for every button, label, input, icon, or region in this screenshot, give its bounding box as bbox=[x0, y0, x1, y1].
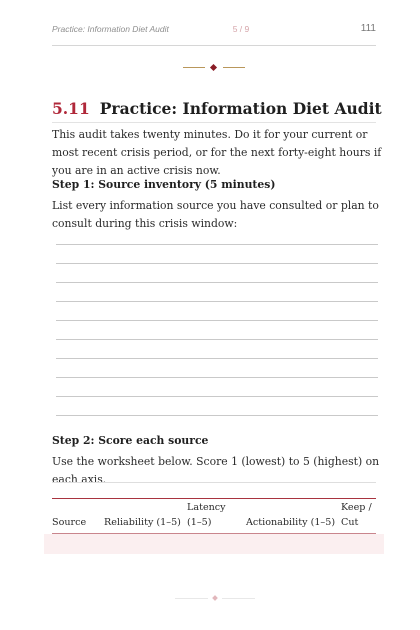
writing-line[interactable] bbox=[56, 320, 378, 339]
col-header-reliability: Reliability (1–5) bbox=[104, 517, 181, 528]
section-title: Practice: Information Diet Audit bbox=[99, 99, 382, 118]
table-header-rule bbox=[52, 498, 376, 499]
col-header-source: Source bbox=[52, 517, 87, 528]
page-number: 111 bbox=[360, 23, 376, 34]
col-header-latency: Latency (1–5) bbox=[187, 502, 226, 528]
section-number: 5.11 bbox=[52, 99, 90, 118]
running-header bbox=[52, 24, 376, 38]
writing-line[interactable] bbox=[56, 396, 378, 415]
header-rule bbox=[52, 45, 376, 46]
table-row-band bbox=[44, 534, 384, 554]
step1-heading: Step 1: Source inventory (5 minutes) bbox=[52, 178, 276, 191]
section-heading bbox=[52, 99, 382, 118]
intro-paragraph: This audit takes twenty minutes. Do it for your current or most recent crisis period, or for the next forty-eight hours if you are in an active crisis now. bbox=[52, 128, 382, 177]
ornament-line-right bbox=[223, 67, 245, 68]
step2-heading: Step 2: Score each source bbox=[52, 434, 209, 447]
section-progress: 5 / 9 bbox=[232, 24, 250, 34]
diamond-icon bbox=[210, 64, 217, 71]
writing-line[interactable] bbox=[56, 301, 378, 320]
footer-line-left bbox=[175, 598, 208, 599]
footer-diamond-icon bbox=[212, 595, 218, 601]
col-header-keep-cut: Keep / Cut bbox=[341, 502, 372, 528]
step1-text: List every information source you have consulted or plan to consult during this crisis window: bbox=[52, 199, 379, 230]
writing-line[interactable] bbox=[56, 377, 378, 396]
writing-line[interactable] bbox=[56, 358, 378, 377]
title-rule bbox=[52, 122, 376, 123]
writing-line[interactable] bbox=[56, 244, 378, 263]
section-ornament bbox=[183, 64, 245, 72]
writing-line[interactable] bbox=[56, 263, 378, 282]
footer-ornament bbox=[175, 596, 255, 602]
step2-text: Use the worksheet below. Score 1 (lowest) to 5 (highest) on each axis. bbox=[52, 455, 380, 486]
footer-line-right bbox=[222, 598, 255, 599]
writing-line[interactable] bbox=[56, 415, 378, 434]
ornament-line-left bbox=[183, 67, 205, 68]
writing-lines bbox=[56, 244, 378, 434]
table-top-rule bbox=[52, 482, 376, 483]
running-title: Practice: Information Diet Audit bbox=[52, 24, 169, 34]
writing-line[interactable] bbox=[56, 282, 378, 301]
writing-line[interactable] bbox=[56, 339, 378, 358]
col-header-actionability: Actionability (1–5) bbox=[246, 517, 336, 528]
